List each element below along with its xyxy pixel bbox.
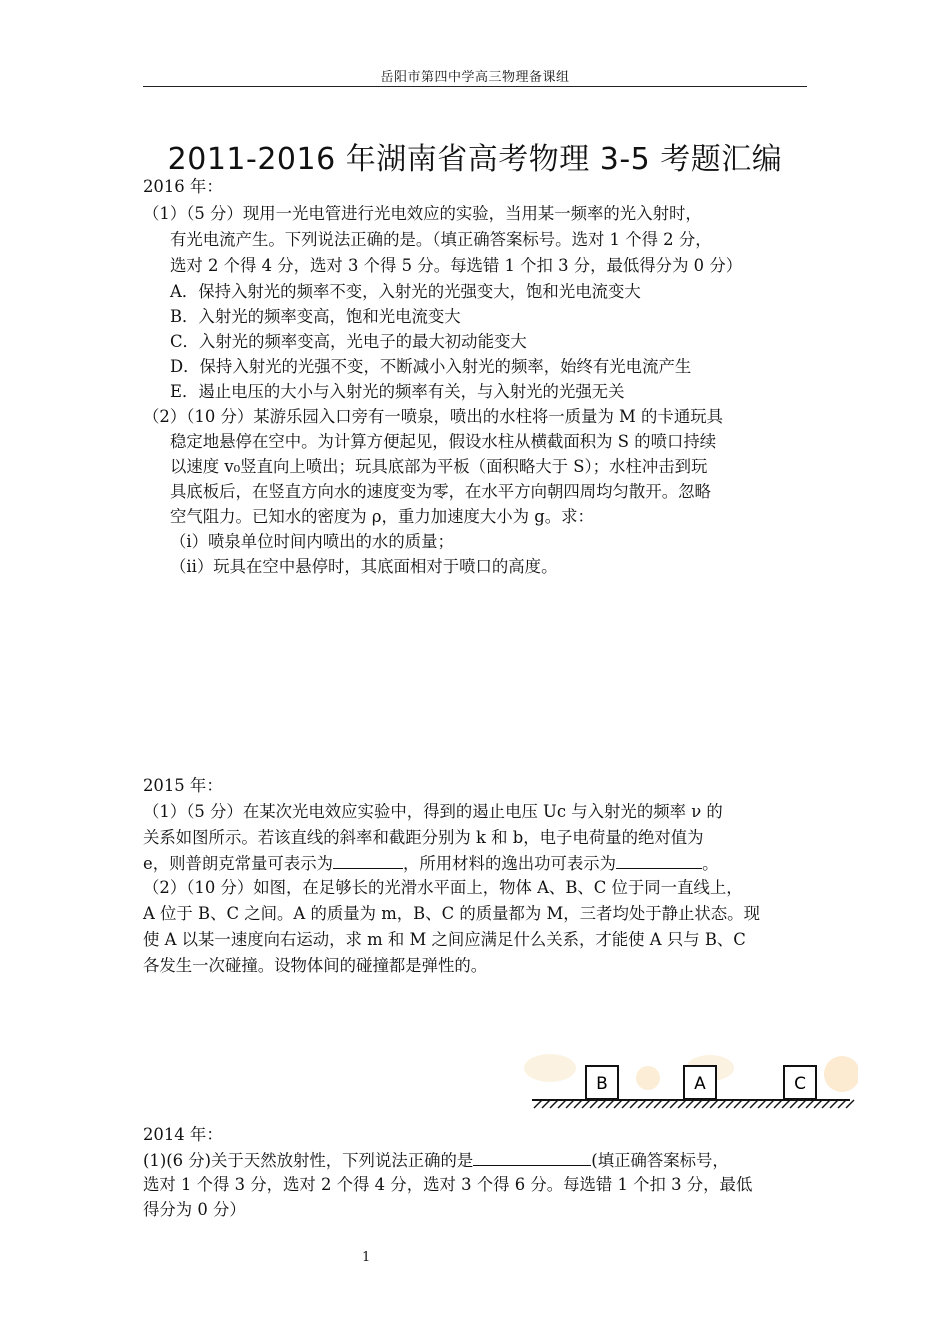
q2016-1-option-a: A．保持入射光的频率不变，入射光的光强变大，饱和光电流变大 [170,282,641,301]
hatch-mark [542,1100,550,1108]
hatch-mark [782,1100,790,1108]
hatch-mark [662,1100,670,1108]
blocks-figure [520,1052,858,1114]
q2016-1-option-d: D．保持入射光的光强不变，不断减小入射光的频率，始终有光电流产生 [170,357,692,376]
page-number: 1 [362,1250,371,1265]
answer-blank-planck [333,853,403,869]
block-b-label: B [596,1074,608,1094]
answer-blank-work-function [616,853,702,869]
hatch-mark [718,1100,726,1108]
hatch-mark [686,1100,694,1108]
hatch-mark [614,1100,622,1108]
q2016-1-line3: 选对 2 个得 4 分，选对 3 个得 5 分。每选错 1 个扣 3 分，最低得分为 0 分） [170,256,743,275]
year-2016-heading: 2016 年： [143,177,223,196]
q2016-1-option-c: C．入射光的频率变高，光电子的最大初动能变大 [170,332,527,351]
q2016-1-line2: 有光电流产生。下列说法正确的是。（填正确答案标号。选对 1 个得 2 分， [170,230,712,249]
hatch-mark [590,1100,598,1108]
hatch-mark [654,1100,662,1108]
q2014-1-line2: 选对 1 个得 3 分，选对 2 个得 4 分，选对 3 个得 6 分。每选错 1 个扣 3 分，最低 [143,1175,753,1194]
q2015-1-line3-part2: ，所用材料的逸出功可表示为 [403,854,617,873]
q2016-2-part-i: （i）喷泉单位时间内喷出的水的质量； [170,532,454,551]
hatch-mark [694,1100,702,1108]
q2016-2-line3: 以速度 v₀竖直向上喷出；玩具底部为平板（面积略大于 S）；水柱冲击到玩 [170,457,708,476]
hatch-mark [630,1100,638,1108]
q2015-2-line3: 使 A 以某一速度向右运动，求 m 和 M 之间应满足什么关系，才能使 A 只与 B、C [143,930,746,949]
q2015-1-line3-part1: e，则普朗克常量可表示为 [143,854,333,873]
hatch-mark [774,1100,782,1108]
hatch-mark [574,1100,582,1108]
year-2015-heading: 2015 年： [143,776,223,795]
hatch-mark [750,1100,758,1108]
hatch-mark [606,1100,614,1108]
hatch-mark [566,1100,574,1108]
q2014-1-line1-part1: (1)(6 分)关于天然放射性，下列说法正确的是 [143,1151,474,1170]
header-rule [143,86,807,87]
q2016-2-line5: 空气阻力。已知水的密度为 ρ，重力加速度大小为 g。求： [170,507,594,526]
q2015-2-line2: A 位于 B、C 之间。A 的质量为 m，B、C 的质量都为 M，三者均处于静止状态。现 [143,904,760,923]
q2015-1-line3-end: 。 [702,854,719,873]
hatch-mark [846,1100,854,1108]
hatch-mark [726,1100,734,1108]
q2016-1-option-e: E．遏止电压的大小与入射光的频率有关，与入射光的光强无关 [170,382,625,401]
q2014-1-line1 [143,1149,729,1173]
hatch-mark [790,1100,798,1108]
hatch-mark [670,1100,678,1108]
q2015-1-line3 [143,852,718,876]
hatch-mark [558,1100,566,1108]
hatch-mark [710,1100,718,1108]
q2016-1-line1: （1）（5 分）现用一光电管进行光电效应的实验，当用某一频率的光入射时， [143,204,702,223]
hatch-mark [702,1100,710,1108]
q2016-2-line1: （2）（10 分）某游乐园入口旁有一喷泉，喷出的水柱将一质量为 M 的卡通玩具 [143,407,723,426]
q2015-2-line1: （2）（10 分）如图，在足够长的光滑水平面上，物体 A、B、C 位于同一直线上， [143,878,743,897]
hatch-mark [758,1100,766,1108]
q2015-2-line4: 各发生一次碰撞。设物体间的碰撞都是弹性的。 [143,956,488,975]
document-title: 2011-2016 年湖南省高考物理 3-5 考题汇编 [167,142,783,177]
hatch-mark [822,1100,830,1108]
q2015-1-line2: 关系如图所示。若该直线的斜率和截距分别为 k 和 b，电子电荷量的绝对值为 [143,828,704,847]
hatch-mark [806,1100,814,1108]
q2014-1-line3: 得分为 0 分） [143,1200,246,1219]
hatch-mark [534,1100,542,1108]
q2015-1-line1: （1）（5 分）在某次光电效应实验中，得到的遏止电压 Uc 与入射光的频率 ν 的 [143,802,723,821]
hatch-mark [678,1100,686,1108]
hatch-mark [550,1100,558,1108]
hatch-mark [582,1100,590,1108]
hatch-mark [646,1100,654,1108]
page-header: 岳阳市第四中学高三物理备课组 [380,70,570,85]
q2016-2-line4: 具底板后，在竖直方向水的速度变为零，在水平方向朝四周均匀散开。忽略 [170,482,711,501]
hatch-mark [742,1100,750,1108]
q2016-2-part-ii: （ii）玩具在空中悬停时，其底面相对于喷口的高度。 [170,557,558,576]
q2014-1-line1-part2: (填正确答案标号， [591,1151,729,1170]
hatch-mark [766,1100,774,1108]
hatch-mark [734,1100,742,1108]
q2016-1-option-b: B．入射光的频率变高，饱和光电流变大 [170,307,461,326]
block-a-label: A [694,1074,706,1094]
blocks-diagram [520,1052,858,1114]
hatch-mark [798,1100,806,1108]
answer-blank-radioactivity [473,1150,591,1166]
q2016-2-line2: 稳定地悬停在空中。为计算方便起见，假设水柱从横截面积为 S 的喷口持续 [170,432,717,451]
hatch-mark [622,1100,630,1108]
hatch-mark [814,1100,822,1108]
year-2014-heading: 2014 年： [143,1125,223,1144]
hatch-mark [638,1100,646,1108]
hatch-mark [838,1100,846,1108]
hatch-mark [830,1100,838,1108]
hatch-mark [598,1100,606,1108]
block-c-label: C [794,1074,806,1094]
